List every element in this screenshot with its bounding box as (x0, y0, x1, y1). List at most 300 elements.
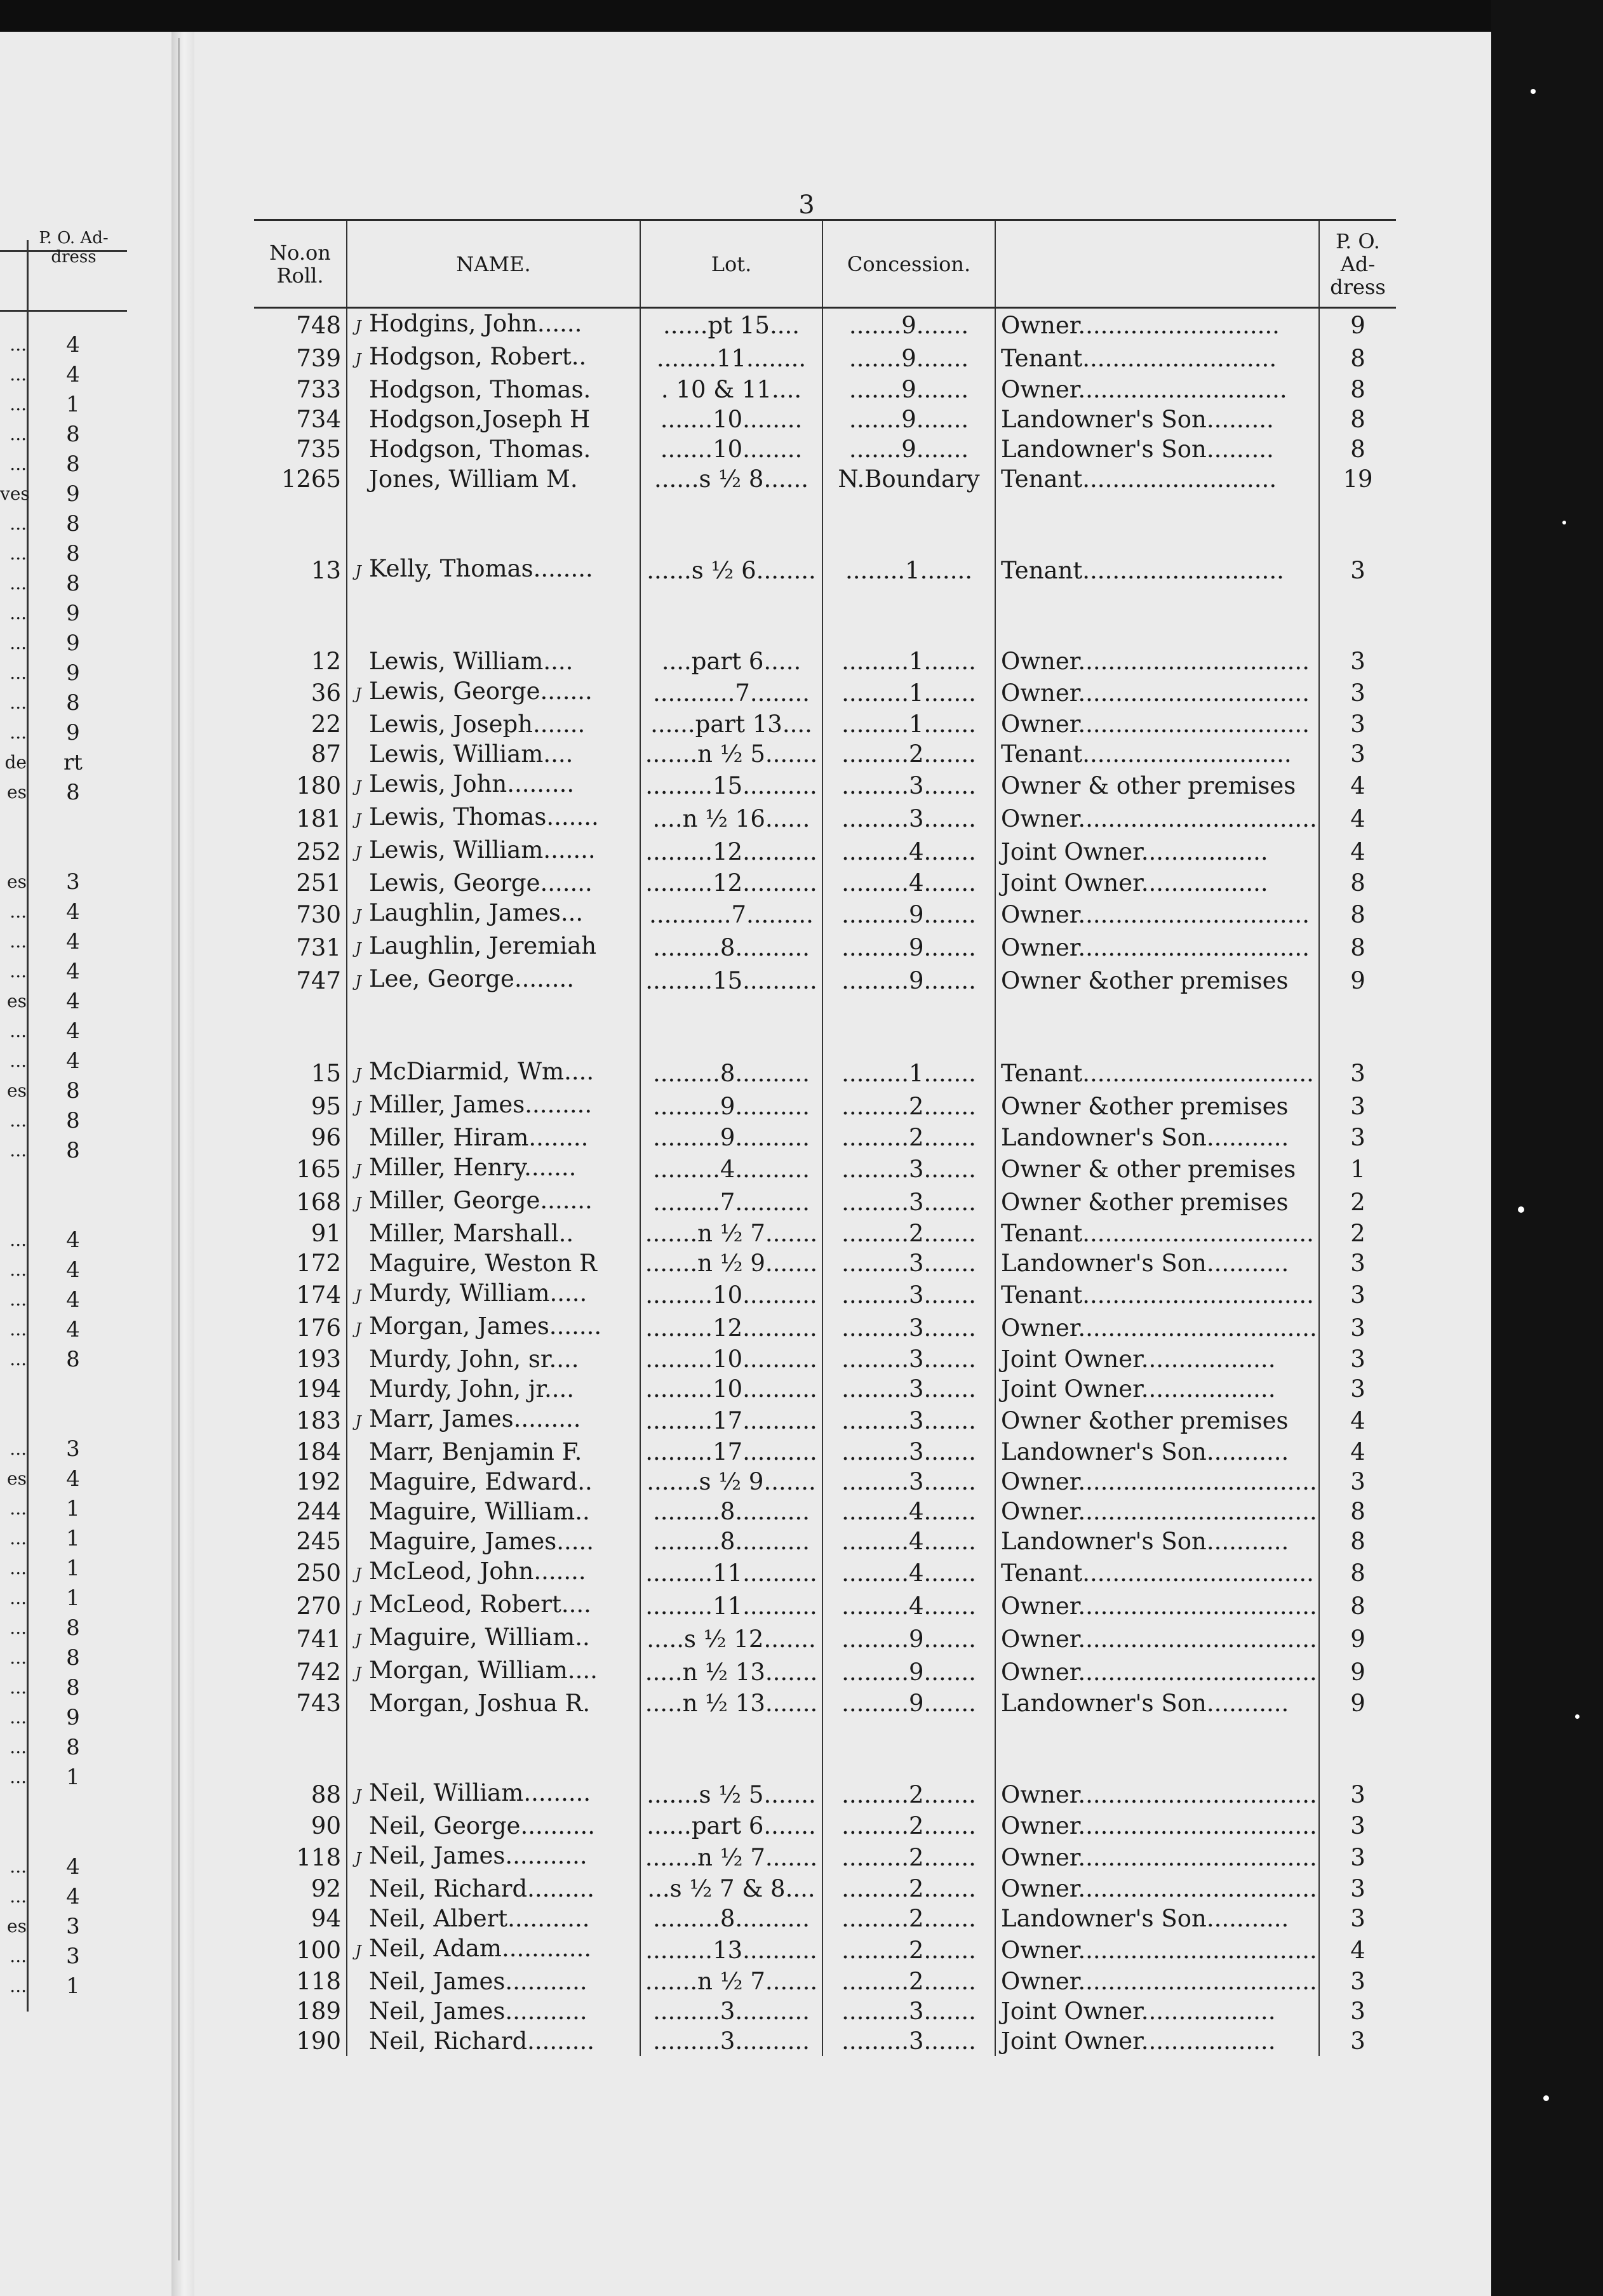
previous-page-row (0, 838, 127, 867)
lot-cell: .........10.......... (640, 1344, 822, 1374)
previous-page-po-value: rt (64, 750, 83, 775)
voter-name: Neil, Richard......... (369, 1875, 594, 1902)
concession-cell: .........3....... (822, 1467, 995, 1497)
po-address-cell: 3 (1319, 1467, 1396, 1497)
lot-cell: ...........7......... (640, 898, 822, 931)
lot-cell: .......s ½ 9....... (640, 1467, 822, 1497)
po-address-cell: 3 (1319, 1904, 1396, 1933)
juror-mark: J (355, 1287, 361, 1305)
name-cell (347, 1437, 640, 1467)
previous-page-po-value: 4 (66, 959, 80, 984)
previous-page-po-value: 9 (66, 660, 80, 686)
occupation-cell: Tenant............................ (995, 739, 1319, 769)
previous-page-po-value: 8 (66, 1347, 80, 1372)
previous-page-fragment: ... (10, 632, 27, 653)
previous-page-row (0, 867, 127, 897)
lot-cell: .......10........ (640, 434, 822, 464)
table-row (254, 375, 1396, 404)
previous-page-po-value: 3 (66, 1914, 80, 1939)
table-row (254, 554, 1396, 587)
occupation-cell: Owner................................ (995, 1966, 1319, 1996)
roll-number: 15 (311, 1059, 341, 1087)
blank-cell (347, 1748, 640, 1778)
previous-page-po-value: 9 (66, 631, 80, 656)
occupation-cell: Owner................................ (995, 1311, 1319, 1344)
roll-number-cell (254, 898, 347, 931)
roll-number: 88 (311, 1780, 341, 1808)
name-cell (347, 964, 640, 997)
previous-page-po-value: 8 (66, 1615, 80, 1641)
previous-page-po-value: 4 (66, 1048, 80, 1074)
juror-mark: J (355, 1320, 361, 1338)
po-address-cell: 8 (1319, 434, 1396, 464)
voter-name: Neil, George.......... (369, 1812, 596, 1839)
previous-page-fragment: ... (10, 1528, 27, 1549)
blank-cell (347, 524, 640, 554)
previous-page-fragment: ... (10, 1587, 27, 1608)
table-row (254, 1622, 1396, 1655)
lot-cell: .........12.......... (640, 835, 822, 868)
roll-number-cell (254, 1437, 347, 1467)
lot-cell: .........3.......... (640, 1996, 822, 2026)
roll-number: 735 (296, 436, 341, 463)
voter-name: Neil, Adam............ (369, 1935, 592, 1962)
previous-page-fragment: ... (10, 692, 27, 713)
occupation-cell: Owner & other premises (995, 1152, 1319, 1185)
previous-page-row (0, 479, 127, 509)
previous-page-row (0, 629, 127, 658)
roll-number-cell (254, 308, 347, 342)
occupation-cell: Owner................................ (995, 1497, 1319, 1526)
po-address-cell: 3 (1319, 1996, 1396, 2026)
name-cell (347, 2026, 640, 2056)
roll-number-cell (254, 554, 347, 587)
roll-number: 1265 (281, 465, 341, 493)
po-address-cell: 3 (1319, 1966, 1396, 1996)
roll-number-cell (254, 769, 347, 802)
previous-page-fragment: ... (10, 1766, 27, 1787)
roll-number: 189 (296, 1998, 341, 2025)
table-row (254, 868, 1396, 898)
blank-cell (995, 617, 1319, 646)
concession-cell: .........2....... (822, 1778, 995, 1811)
table-row (254, 676, 1396, 709)
previous-page-row (0, 1166, 127, 1195)
table-row (254, 464, 1396, 494)
name-cell (347, 554, 640, 587)
previous-page-fragment: ... (10, 1737, 27, 1758)
occupation-cell: Landowner's Son......... (995, 404, 1319, 434)
roll-number-cell (254, 1996, 347, 2026)
lot-cell: .....n ½ 13....... (640, 1688, 822, 1718)
occupation-cell: Tenant.......................... (995, 464, 1319, 494)
voter-name: Lewis, Joseph....... (369, 711, 586, 738)
voter-name: Maguire, James..... (369, 1528, 594, 1555)
name-cell (347, 802, 640, 835)
previous-page-fragment: ... (10, 662, 27, 683)
previous-page-fragment: ... (10, 364, 27, 385)
roll-number-cell (254, 1904, 347, 1933)
voter-name: Lewis, George....... (369, 677, 593, 705)
roll-number: 100 (296, 1936, 341, 1964)
po-address-cell: 9 (1319, 964, 1396, 997)
roll-number: 733 (296, 376, 341, 403)
lot-cell: ......s ½ 8...... (640, 464, 822, 494)
concession-cell: .........3....... (822, 1374, 995, 1404)
previous-page-fragment: ... (10, 1259, 27, 1280)
lot-cell: .......s ½ 5....... (640, 1778, 822, 1811)
juror-mark: J (355, 973, 361, 991)
previous-page-row (0, 1733, 127, 1762)
previous-page-po-value: 4 (66, 362, 80, 387)
blank-cell (1319, 1718, 1396, 1748)
voter-name: Lewis, William.... (369, 740, 573, 768)
name-cell (347, 1278, 640, 1311)
occupation-cell: Owner............................... (995, 709, 1319, 739)
dust-speck (1531, 89, 1536, 94)
occupation-cell: Owner &other premises (995, 1090, 1319, 1123)
occupation-cell: Landowner's Son........... (995, 1248, 1319, 1278)
po-address-cell: 9 (1319, 1622, 1396, 1655)
previous-page-fragment: ... (10, 453, 27, 474)
lot-cell: .........8.......... (640, 1497, 822, 1526)
previous-page-fragment: ... (10, 603, 27, 624)
roll-number: 95 (311, 1092, 341, 1120)
previous-page-row (0, 778, 127, 807)
roll-number-cell (254, 868, 347, 898)
roll-number-cell (254, 1248, 347, 1278)
occupation-cell: Owner &other premises (995, 1185, 1319, 1218)
header-po-address: P. O. Ad- dress (1319, 220, 1396, 308)
lot-cell: ......s ½ 6........ (640, 554, 822, 587)
previous-page-po-value: 3 (66, 869, 80, 895)
lot-cell: .........8.......... (640, 1904, 822, 1933)
previous-page-po-value: 8 (66, 1108, 80, 1133)
po-address-cell: 4 (1319, 769, 1396, 802)
roll-number: 731 (296, 933, 341, 961)
previous-page-row (0, 1584, 127, 1613)
concession-cell: .........3....... (822, 802, 995, 835)
blank-cell (640, 494, 822, 524)
table-row (254, 898, 1396, 931)
roll-number: 190 (296, 2027, 341, 2055)
name-cell (347, 1556, 640, 1589)
lot-cell: .........15.......... (640, 769, 822, 802)
concession-cell: .........9....... (822, 1655, 995, 1688)
voter-name: Hodgson, Robert.. (369, 343, 587, 370)
blank-cell (640, 617, 822, 646)
lot-cell: .........17.......... (640, 1437, 822, 1467)
blank-cell (254, 1748, 347, 1778)
occupation-cell: Landowner's Son........... (995, 1123, 1319, 1152)
blank-cell (347, 617, 640, 646)
juror-mark: J (355, 1942, 361, 1960)
table-row (254, 1497, 1396, 1526)
po-address-cell: 3 (1319, 554, 1396, 587)
previous-page-row (0, 569, 127, 598)
previous-page-fragment: ... (10, 1886, 27, 1907)
table-row (254, 1966, 1396, 1996)
occupation-cell: Joint Owner.................. (995, 1374, 1319, 1404)
lot-cell: .........11.......... (640, 1589, 822, 1622)
roll-number: 183 (296, 1406, 341, 1434)
previous-page-po-value: 4 (66, 332, 80, 357)
name-cell (347, 1688, 640, 1718)
blank-cell (1319, 1748, 1396, 1778)
occupation-cell: Owner................................ (995, 1467, 1319, 1497)
previous-page-po-value: 4 (66, 1317, 80, 1342)
juror-mark: J (355, 1413, 361, 1431)
name-cell (347, 1185, 640, 1218)
roll-number-cell (254, 1688, 347, 1718)
previous-page-po-header: P. O. Ad- dress (39, 229, 109, 267)
po-address-cell: 3 (1319, 1311, 1396, 1344)
name-cell (347, 1778, 640, 1811)
previous-page-po-value: 8 (66, 780, 80, 805)
occupation-cell: Joint Owner................. (995, 835, 1319, 868)
name-cell (347, 1904, 640, 1933)
table-row (254, 1996, 1396, 2026)
blank-cell (1319, 997, 1396, 1027)
voter-name: Hodgins, John...... (369, 310, 582, 337)
previous-page-po-value: 1 (66, 1496, 80, 1521)
previous-page-row (0, 1464, 127, 1493)
concession-cell: .........4....... (822, 1556, 995, 1589)
previous-page-fragment: ... (10, 1975, 27, 1996)
previous-page-row (0, 1554, 127, 1583)
lot-cell: . 10 & 11.... (640, 375, 822, 404)
previous-page-po-value: 8 (66, 541, 80, 566)
table-row (254, 931, 1396, 964)
roll-number: 180 (296, 771, 341, 799)
concession-cell: .......9....... (822, 434, 995, 464)
concession-cell: .........9....... (822, 898, 995, 931)
juror-mark: J (355, 1787, 361, 1805)
voter-name: Lewis, George....... (369, 869, 593, 897)
occupation-cell: Owner............................... (995, 898, 1319, 931)
table-row (254, 769, 1396, 802)
table-row (254, 1344, 1396, 1374)
voter-name: Maguire, Weston R (369, 1250, 597, 1277)
name-cell (347, 1218, 640, 1248)
blank-cell (822, 494, 995, 524)
occupation-cell: Owner............................... (995, 646, 1319, 676)
previous-page-row (0, 748, 127, 777)
po-address-cell: 3 (1319, 1344, 1396, 1374)
po-address-cell: 4 (1319, 802, 1396, 835)
previous-page-row (0, 1792, 127, 1822)
lot-cell: .........8.......... (640, 931, 822, 964)
roll-number: 251 (296, 869, 341, 897)
previous-page-fragment: ... (10, 1677, 27, 1698)
concession-cell: .......9....... (822, 404, 995, 434)
po-address-cell: 4 (1319, 1933, 1396, 1966)
concession-cell: .........2....... (822, 1841, 995, 1874)
previous-page-fragment: ... (10, 931, 27, 952)
voter-name: Maguire, Edward.. (369, 1468, 593, 1495)
concession-cell: .........4....... (822, 868, 995, 898)
occupation-cell: Owner................................ (995, 802, 1319, 835)
table-row (254, 1152, 1396, 1185)
juror-mark: J (355, 940, 361, 958)
name-cell (347, 1996, 640, 2026)
occupation-cell: Joint Owner.................. (995, 1344, 1319, 1374)
blank-cell (347, 1027, 640, 1057)
po-address-cell: 3 (1319, 1123, 1396, 1152)
previous-page-po-value: 8 (66, 1078, 80, 1104)
name-cell (347, 676, 640, 709)
roll-number-cell (254, 1374, 347, 1404)
header-name: NAME. (347, 220, 640, 308)
table-row (254, 1688, 1396, 1718)
concession-cell: .........3....... (822, 1248, 995, 1278)
voter-name: Laughlin, James... (369, 899, 584, 926)
name-cell (347, 931, 640, 964)
previous-page-row (0, 420, 127, 449)
previous-page-row (0, 1375, 127, 1404)
previous-page-fragment: ... (10, 1498, 27, 1519)
concession-cell: .........3....... (822, 1152, 995, 1185)
roll-number-cell (254, 1811, 347, 1841)
roll-number-cell (254, 1311, 347, 1344)
previous-page-row (0, 927, 127, 956)
blank-cell (254, 494, 347, 524)
voter-name: Laughlin, Jeremiah (369, 932, 597, 959)
roll-number: 96 (311, 1124, 341, 1151)
concession-cell: .........2....... (822, 1966, 995, 1996)
previous-page-fragment: es (7, 1468, 27, 1489)
blank-row (254, 1718, 1396, 1748)
roll-number-cell (254, 1589, 347, 1622)
name-cell (347, 1526, 640, 1556)
previous-page-row (0, 1703, 127, 1732)
previous-page-po-value: 8 (66, 690, 80, 716)
po-address-cell: 8 (1319, 342, 1396, 375)
voter-name: Lewis, Thomas....... (369, 803, 599, 831)
previous-page-row (0, 1673, 127, 1702)
previous-page-strip (0, 0, 159, 2296)
juror-mark: J (355, 1065, 361, 1083)
previous-page-row (0, 360, 127, 389)
name-cell (347, 1344, 640, 1374)
previous-page-row (0, 808, 127, 837)
voter-name: Neil, James........... (369, 1998, 587, 2025)
voter-name: Lewis, William.... (369, 648, 573, 675)
po-address-cell: 4 (1319, 1437, 1396, 1467)
roll-number-cell (254, 404, 347, 434)
lot-cell: .........8.......... (640, 1057, 822, 1090)
previous-page-po-value: 8 (66, 1645, 80, 1671)
previous-page-po-value: 8 (66, 571, 80, 596)
po-address-cell: 8 (1319, 1497, 1396, 1526)
blank-cell (822, 617, 995, 646)
lot-cell: .........13.......... (640, 1933, 822, 1966)
table-row (254, 1841, 1396, 1874)
previous-page-po-value: 8 (66, 422, 80, 447)
name-cell (347, 1655, 640, 1688)
voter-name: Morgan, James....... (369, 1312, 602, 1340)
juror-mark: J (355, 1161, 361, 1179)
previous-page-row (0, 1017, 127, 1046)
lot-cell: ....part 6..... (640, 646, 822, 676)
po-address-cell: 2 (1319, 1185, 1396, 1218)
roll-number-cell (254, 1278, 347, 1311)
previous-page-row (0, 1345, 127, 1374)
name-cell (347, 1622, 640, 1655)
roll-number: 118 (296, 1968, 341, 1995)
blank-row (254, 617, 1396, 646)
name-cell (347, 898, 640, 931)
roll-number-cell (254, 1874, 347, 1904)
concession-cell: .........3....... (822, 1278, 995, 1311)
previous-page-row (0, 1076, 127, 1105)
previous-page-row (0, 539, 127, 568)
po-address-cell: 3 (1319, 676, 1396, 709)
previous-page-po-value: 9 (66, 720, 80, 745)
previous-page-row (0, 390, 127, 419)
po-address-cell: 3 (1319, 646, 1396, 676)
blank-cell (640, 524, 822, 554)
voter-name: Neil, William......... (369, 1779, 591, 1806)
roll-number-cell (254, 1497, 347, 1526)
name-cell (347, 739, 640, 769)
roll-number: 184 (296, 1438, 341, 1465)
previous-page-fragment: es (7, 782, 27, 803)
previous-page-po-value: 1 (66, 392, 80, 417)
roll-number-cell (254, 1778, 347, 1811)
roll-number: 87 (311, 740, 341, 768)
voter-name: Murdy, John, sr.... (369, 1345, 579, 1373)
lot-cell: ......part 6....... (640, 1811, 822, 1841)
roll-number-cell (254, 835, 347, 868)
name-cell (347, 464, 640, 494)
occupation-cell: Owner................................ (995, 1589, 1319, 1622)
previous-page-fragment: ... (10, 1617, 27, 1638)
blank-cell (640, 997, 822, 1027)
roll-number: 743 (296, 1690, 341, 1717)
name-cell (347, 646, 640, 676)
blank-cell (1319, 587, 1396, 617)
previous-page-fragment: ... (10, 1020, 27, 1041)
voter-name: Neil, Albert........... (369, 1905, 590, 1932)
previous-page-fragment: ... (10, 1856, 27, 1877)
previous-page-row (0, 1285, 127, 1314)
table-row (254, 1248, 1396, 1278)
dust-speck (1575, 1714, 1580, 1719)
previous-page-row (0, 1524, 127, 1553)
po-address-cell: 8 (1319, 404, 1396, 434)
lot-cell: .........15.......... (640, 964, 822, 997)
previous-page-fragment: ... (10, 334, 27, 355)
occupation-cell: Owner................................ (995, 1778, 1319, 1811)
roll-number: 245 (296, 1528, 341, 1555)
roll-number-cell (254, 1152, 347, 1185)
voter-name: McDiarmid, Wm.... (369, 1058, 594, 1085)
name-cell (347, 1589, 640, 1622)
table-row (254, 404, 1396, 434)
voter-name: Marr, Benjamin F. (369, 1438, 582, 1465)
header-no-on-roll: No.on Roll. (254, 220, 347, 308)
table-row (254, 1556, 1396, 1589)
lot-cell: .........10.......... (640, 1278, 822, 1311)
previous-page-po-value: 1 (66, 1585, 80, 1611)
roll-number-cell (254, 1966, 347, 1996)
table-row (254, 1589, 1396, 1622)
po-address-cell: 1 (1319, 1152, 1396, 1185)
roll-number: 193 (296, 1345, 341, 1373)
name-cell (347, 868, 640, 898)
blank-cell (822, 1748, 995, 1778)
